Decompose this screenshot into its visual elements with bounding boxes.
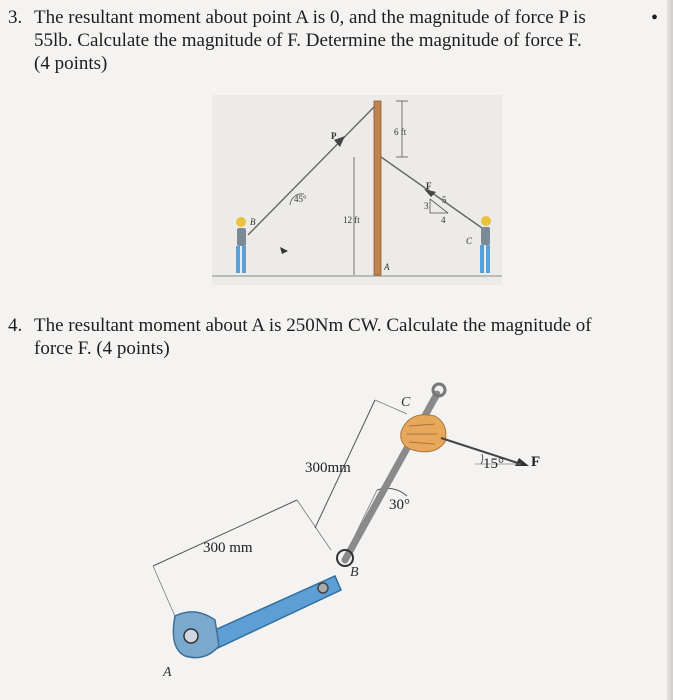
force-P-label: P bbox=[331, 131, 337, 141]
question-3-line-3: (4 points) bbox=[34, 53, 108, 74]
dimension-6ft-label: 6 ft bbox=[394, 127, 407, 137]
slope-label-4: 4 bbox=[441, 215, 446, 225]
dimension-300mm-upper-label: 300mm bbox=[305, 460, 351, 476]
force-F-label: F bbox=[426, 181, 432, 191]
hand-icon bbox=[401, 415, 446, 452]
question-4-text bbox=[8, 314, 658, 360]
pole bbox=[374, 101, 381, 275]
wrench-head-icon bbox=[173, 612, 219, 658]
figure-4-wrench-diagram bbox=[145, 380, 575, 690]
point-C-label: C bbox=[466, 236, 473, 246]
dimension-300mm-lower-label: 300 mm bbox=[203, 540, 253, 556]
point-A-label: A bbox=[163, 665, 172, 680]
point-A-label: A bbox=[384, 262, 390, 272]
figure-3-pole-diagram bbox=[212, 95, 502, 285]
margin-dot: • bbox=[651, 7, 659, 29]
question-3-line-1: The resultant moment about point A is 0, and the magnitude of force P is bbox=[34, 7, 586, 28]
slope-label-3: 3 bbox=[424, 201, 429, 211]
pivot-bolt bbox=[318, 583, 328, 593]
angle-15-label: 15° bbox=[483, 456, 504, 472]
point-B-label: B bbox=[250, 217, 256, 227]
question-4-line-1: The resultant moment about A is 250Nm CW. Calculate the magnitude of bbox=[34, 315, 592, 336]
point-C-label: C bbox=[401, 395, 411, 410]
point-B-label: B bbox=[350, 565, 359, 580]
dimension-300mm-lower-line bbox=[153, 500, 297, 566]
angle-45-label: 45° bbox=[294, 194, 307, 204]
slope-label-5: 5 bbox=[442, 195, 447, 205]
question-4-line-2: force F. (4 points) bbox=[34, 338, 170, 359]
force-F-label: F bbox=[531, 454, 541, 470]
nut-at-A bbox=[184, 629, 198, 643]
question-4-number: 4. bbox=[8, 315, 23, 336]
angle-30-label: 30° bbox=[389, 497, 410, 513]
wrench-handle bbox=[197, 550, 353, 654]
page-right-edge bbox=[667, 0, 673, 700]
question-3-text bbox=[8, 6, 638, 75]
question-3-number: 3. bbox=[8, 7, 23, 28]
force-F-line bbox=[441, 438, 521, 464]
dimension-12ft-label: 12 ft bbox=[343, 215, 360, 225]
question-3-line-2: 55lb. Calculate the magnitude of F. Determine the magnitude of force F. bbox=[34, 30, 582, 51]
force-F-arrowhead bbox=[515, 458, 529, 466]
